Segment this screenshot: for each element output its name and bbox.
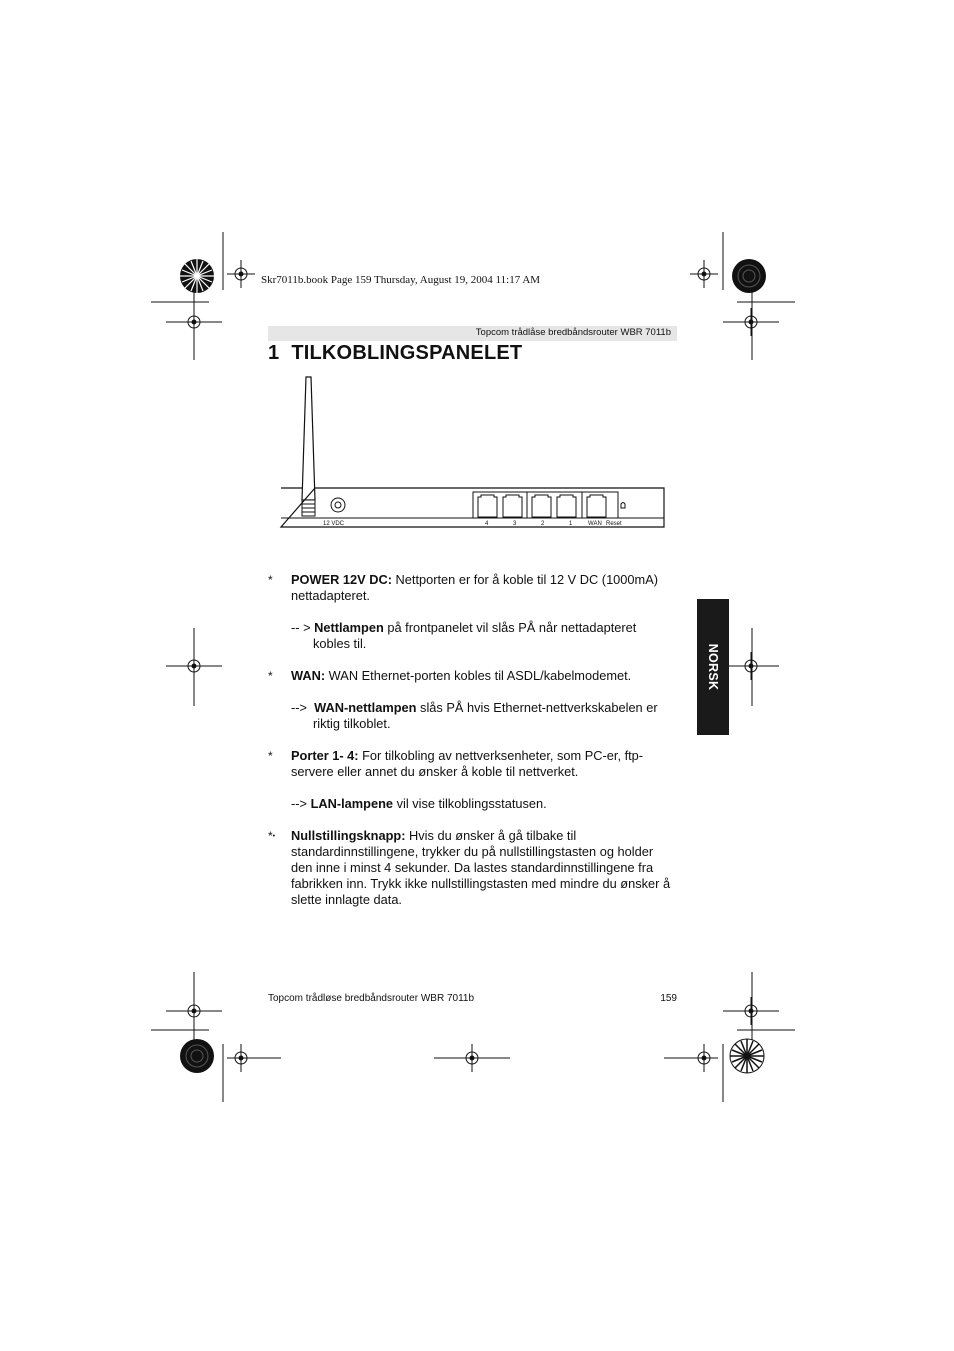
item-text: WAN Ethernet-porten kobles til ASDL/kabelmodemet. bbox=[325, 668, 632, 683]
wan-label: WAN bbox=[588, 521, 602, 527]
antenna-icon bbox=[302, 377, 315, 500]
title-number: 1 bbox=[268, 342, 280, 364]
item-ports-note bbox=[291, 796, 677, 812]
router-rear-panel-figure bbox=[275, 372, 670, 534]
starburst-target-icon bbox=[730, 1039, 764, 1073]
page-number: 159 bbox=[660, 993, 677, 1004]
ethernet-port-icon bbox=[478, 495, 497, 517]
port-label-4: 4 bbox=[485, 521, 489, 527]
note-text: vil vise tilkoblingsstatusen. bbox=[393, 796, 547, 811]
item-wan-note bbox=[291, 700, 677, 732]
running-header bbox=[268, 326, 677, 341]
arrow-prefix: -- > bbox=[291, 620, 315, 635]
crosshair-icon bbox=[664, 1044, 718, 1072]
ethernet-port-icon bbox=[532, 495, 551, 517]
note-text-continued: kobles til. bbox=[313, 636, 367, 651]
print-slug: Skr7011b.book Page 159 Thursday, August 19, 2004 11:17 AM bbox=[261, 274, 541, 286]
item-ports bbox=[291, 748, 677, 780]
item-text: For tilkobling av nettverksenheter, som PC-er, ftp-servere eller annet du ønsker å koble til nettverket. bbox=[291, 748, 644, 779]
port-label-3: 3 bbox=[513, 521, 517, 527]
ethernet-port-icon bbox=[557, 495, 576, 517]
bullet: * bbox=[268, 573, 273, 587]
reset-button-icon bbox=[621, 503, 625, 509]
note-text: slås PÅ hvis Ethernet-nettverkskabelen er bbox=[416, 700, 658, 715]
bullet: * bbox=[268, 669, 273, 683]
ethernet-port-icon bbox=[587, 495, 606, 517]
page-title bbox=[268, 342, 522, 365]
bullet: * bbox=[268, 749, 273, 763]
item-power bbox=[291, 572, 677, 604]
item-text: Nettporten er for å koble til 12 V DC (1000mA) nettadapteret. bbox=[291, 572, 658, 603]
starburst-target-icon bbox=[732, 259, 766, 293]
language-tab-label: NORSK bbox=[706, 643, 720, 691]
crosshair-icon bbox=[227, 1044, 281, 1072]
note-label: Nettlampen bbox=[314, 620, 384, 635]
note-label: LAN-lampene bbox=[310, 796, 394, 811]
bullet: *• bbox=[268, 829, 276, 843]
item-wan bbox=[291, 668, 677, 684]
port-label-2: 2 bbox=[541, 521, 545, 527]
arrow-prefix: --> bbox=[291, 796, 311, 811]
item-power-note bbox=[291, 620, 677, 652]
title-text: TILKOBLINGSPANELET bbox=[291, 342, 523, 364]
item-reset bbox=[291, 828, 677, 908]
bullet-dot: • bbox=[272, 832, 276, 840]
note-text: på frontpanelet vil slås PÅ når nettadapteret bbox=[383, 620, 637, 635]
item-text: Hvis du ønsker å gå tilbake til standardinnstillingene, trykker du på nullstillingstasten og holder den inne i minst 4 sekunder. Da lastes standardinnstillingene fra fabrikken inn. Trykk ikke nullstillingstasten med mindre du ønsker å slette innlagte data. bbox=[291, 828, 671, 907]
starburst-target-icon bbox=[180, 1039, 214, 1073]
arrow-prefix: --> bbox=[291, 700, 315, 715]
item-label: Nullstillingsknapp: bbox=[291, 828, 406, 843]
ethernet-port-icon bbox=[503, 495, 522, 517]
item-label: POWER 12V DC: bbox=[291, 572, 392, 587]
port-label-1: 1 bbox=[569, 521, 573, 527]
power-label: 12 VDC bbox=[323, 521, 345, 527]
power-jack-icon bbox=[331, 498, 345, 512]
note-text-continued: riktig tilkoblet. bbox=[313, 716, 391, 731]
reset-label: Reset bbox=[606, 521, 622, 527]
header-product: Topcom trådlåse bredbåndsrouter WBR 7011b bbox=[475, 327, 671, 338]
item-label: Porter 1- 4: bbox=[291, 748, 359, 763]
item-label: WAN: bbox=[291, 668, 326, 683]
note-label: WAN-nettlampen bbox=[314, 700, 417, 715]
language-tab bbox=[697, 599, 729, 735]
footer-product: Topcom trådløse bredbåndsrouter WBR 7011b bbox=[268, 993, 475, 1004]
starburst-target-icon bbox=[180, 259, 214, 293]
